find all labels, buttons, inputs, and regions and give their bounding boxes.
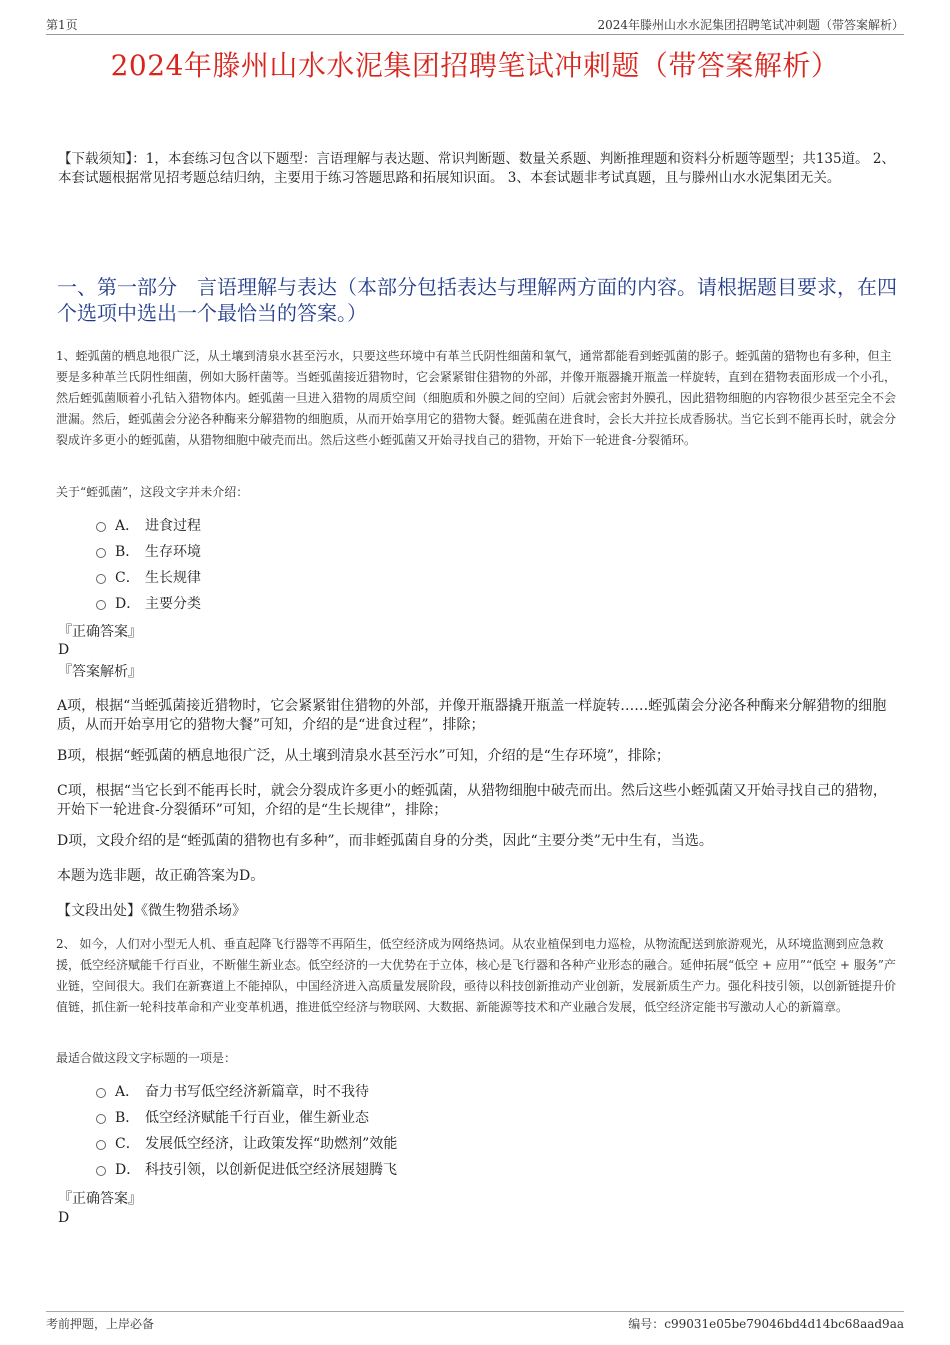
- radio-icon[interactable]: [96, 1166, 106, 1176]
- analysis-a: A项，根据“当蛭弧菌接近猎物时，它会紧紧钳住猎物的外部，并像开瓶器撬开瓶盖一样旋转……蛭弧菌会分泌各种酶来分解猎物的细胞质，从而开始享用它的猎物大餐”可知，介绍的是“进食过程”，排除；: [57, 698, 887, 733]
- analysis-d-wrap: [57, 832, 897, 851]
- question-2-option-b[interactable]: B． 低空经济赋能千行百业，催生新业态: [96, 1104, 397, 1130]
- radio-icon[interactable]: [96, 522, 106, 532]
- analysis-conclusion-wrap: [57, 867, 897, 886]
- question-1-stem: 关于“蛭弧菌”，这段文字并未介绍：: [56, 485, 249, 499]
- question-2-stem: 最适合做这段文字标题的一项是：: [56, 1051, 237, 1065]
- question-1-analysis-label: 『答案解析』: [58, 664, 142, 680]
- radio-icon[interactable]: [96, 548, 106, 558]
- question-1-passage: 1、蛭弧菌的栖息地很广泛，从土壤到清泉水甚至污水，只要这些环境中有革兰氏阴性细菌和氧气，通常都能看到蛭弧菌的影子。蛭弧菌的猎物也有多种，但主要是多种革兰氏阴性细菌，例如大肠杆菌等。当蛭弧菌接近猎物时，它会紧紧钳住猎物的外部，并像开瓶器撬开瓶盖一样旋转，直到在猎物表面形成一个小孔，然后蛭弧菌顺着小孔钻入猎物体内。蛭弧菌一旦进入猎物的周质空间（细胞质和外膜之间的空间）后就会密封外膜孔，因此猎物细胞的内容物很少甚至完全不会泄漏。然后，蛭弧菌会分泌各种酶来分解猎物的细胞质，从而开始享用它的猎物大餐。蛭弧菌在进食时，会长大并拉长成香肠状。当它长到不能再长时，就会分裂成许多更小的蛭弧菌，从猎物细胞中破壳而出。然后这些小蛭弧菌又开始寻找自己的猎物，开始下一轮进食-分裂循环。: [56, 349, 897, 447]
- question-1-option-c[interactable]: C． 生长规律: [96, 564, 201, 590]
- question-2-stem-block: [56, 1049, 896, 1066]
- question-1-option-a[interactable]: A． 进食过程: [96, 512, 201, 538]
- question-1-option-b[interactable]: B． 生存环境: [96, 538, 201, 564]
- page-footer: [46, 1311, 904, 1332]
- analysis-conclusion: 本题为选非题，故正确答案为D。: [57, 868, 265, 884]
- radio-icon[interactable]: [96, 600, 106, 610]
- page-number: 第1页: [46, 18, 78, 32]
- question-1-analysis: [57, 697, 897, 735]
- question-2-option-c[interactable]: C． 发展低空经济，让政策发挥“助燃剂”效能: [96, 1130, 397, 1156]
- question-2-options: [96, 1078, 397, 1182]
- analysis-d: D项，文段介绍的是“蛭弧菌的猎物也有多种”，而非蛭弧菌自身的分类，因此“主要分类”无中生有，当选。: [57, 833, 713, 849]
- analysis-source-wrap: [57, 902, 897, 921]
- analysis-b: B项，根据“蛭弧菌的栖息地很广泛，从土壤到清泉水甚至污水”可知，介绍的是“生存环境”，排除；: [57, 748, 670, 764]
- question-1-options: [96, 512, 201, 616]
- question-1-answer: D: [58, 642, 70, 658]
- radio-icon[interactable]: [96, 1088, 106, 1098]
- document-title: 2024年滕州山水水泥集团招聘笔试冲刺题（带答案解析）: [110, 49, 840, 82]
- page-header: [46, 14, 904, 35]
- analysis-c-wrap: [57, 782, 897, 820]
- question-1-answer-label: 『正确答案』: [58, 624, 142, 640]
- header-doc-title: 2024年滕州山水水泥集团招聘笔试冲刺题（带答案解析）: [597, 18, 904, 32]
- question-2-answer: D: [58, 1210, 70, 1226]
- question-2-answer-label: 『正确答案』: [58, 1191, 142, 1207]
- question-2-option-d[interactable]: D． 科技引领，以创新促进低空经济展翅腾飞: [96, 1156, 397, 1182]
- footer-slogan: 考前押题，上岸必备: [46, 1317, 155, 1331]
- analysis-c: C项，根据“当它长到不能再长时，就会分裂成许多更小的蛭弧菌，从猎物细胞中破壳而出。然后这些小蛭弧菌又开始寻找自己的猎物，开始下一轮进食-分裂循环”可知，介绍的是“生长规律”，排除；: [57, 783, 887, 818]
- section-heading: 一、第一部分 言语理解与表达（本部分包括表达与理解两方面的内容。请根据题目要求，在四个选项中选出一个最恰当的答案。）: [57, 275, 897, 325]
- radio-icon[interactable]: [96, 1140, 106, 1150]
- question-2-passage-block: [56, 934, 896, 1018]
- download-notice: 【下载须知】：1，本套练习包含以下题型：言语理解与表达题、常识判断题、数量关系题、判断推理题和资料分析题等题型；共135道。 2、本套试题根据常见招考题总结归纳，主要用于练习答题思路和拓展知识面。 3、本套试题非考试真题，且与滕州山水水泥集团无关。: [58, 151, 895, 186]
- question-1-passage-block: [56, 346, 896, 451]
- question-1-option-d[interactable]: D． 主要分类: [96, 590, 201, 616]
- question-1-stem-block: [56, 483, 896, 500]
- analysis-source: 【文段出处】《微生物猎杀场》: [57, 903, 246, 919]
- radio-icon[interactable]: [96, 1114, 106, 1124]
- analysis-b-wrap: [57, 747, 897, 766]
- radio-icon[interactable]: [96, 574, 106, 584]
- question-2-option-a[interactable]: A． 奋力书写低空经济新篇章，时不我待: [96, 1078, 397, 1104]
- question-2-passage: 2、 如今，人们对小型无人机、垂直起降飞行器等不再陌生，低空经济成为网络热词。从农业植保到电力巡检，从物流配送到旅游观光，从环境监测到应急救援，低空经济赋能千行百业，不断催生新业态。低空经济的一大优势在于立体，核心是飞行器和各种产业形态的融合。延伸拓展“低空 + 应用”“低空 + 服务”产业链，空间很大。我们在新赛道上不能掉队，中国经济进入高质量发展阶段，亟待以科技创新推动产业创新，发展新质生产力。强化科技引领，以创新链提升价值链，抓住新一轮科技革命和产业变革机遇，推进低空经济与物联网、大数据、新能源等技术和产业融合发展，低空经济定能书写激动人心的新篇章。: [56, 937, 897, 1014]
- footer-doc-id: 编号：c99031e05be79046bd4d14bc68aad9aa: [628, 1317, 904, 1331]
